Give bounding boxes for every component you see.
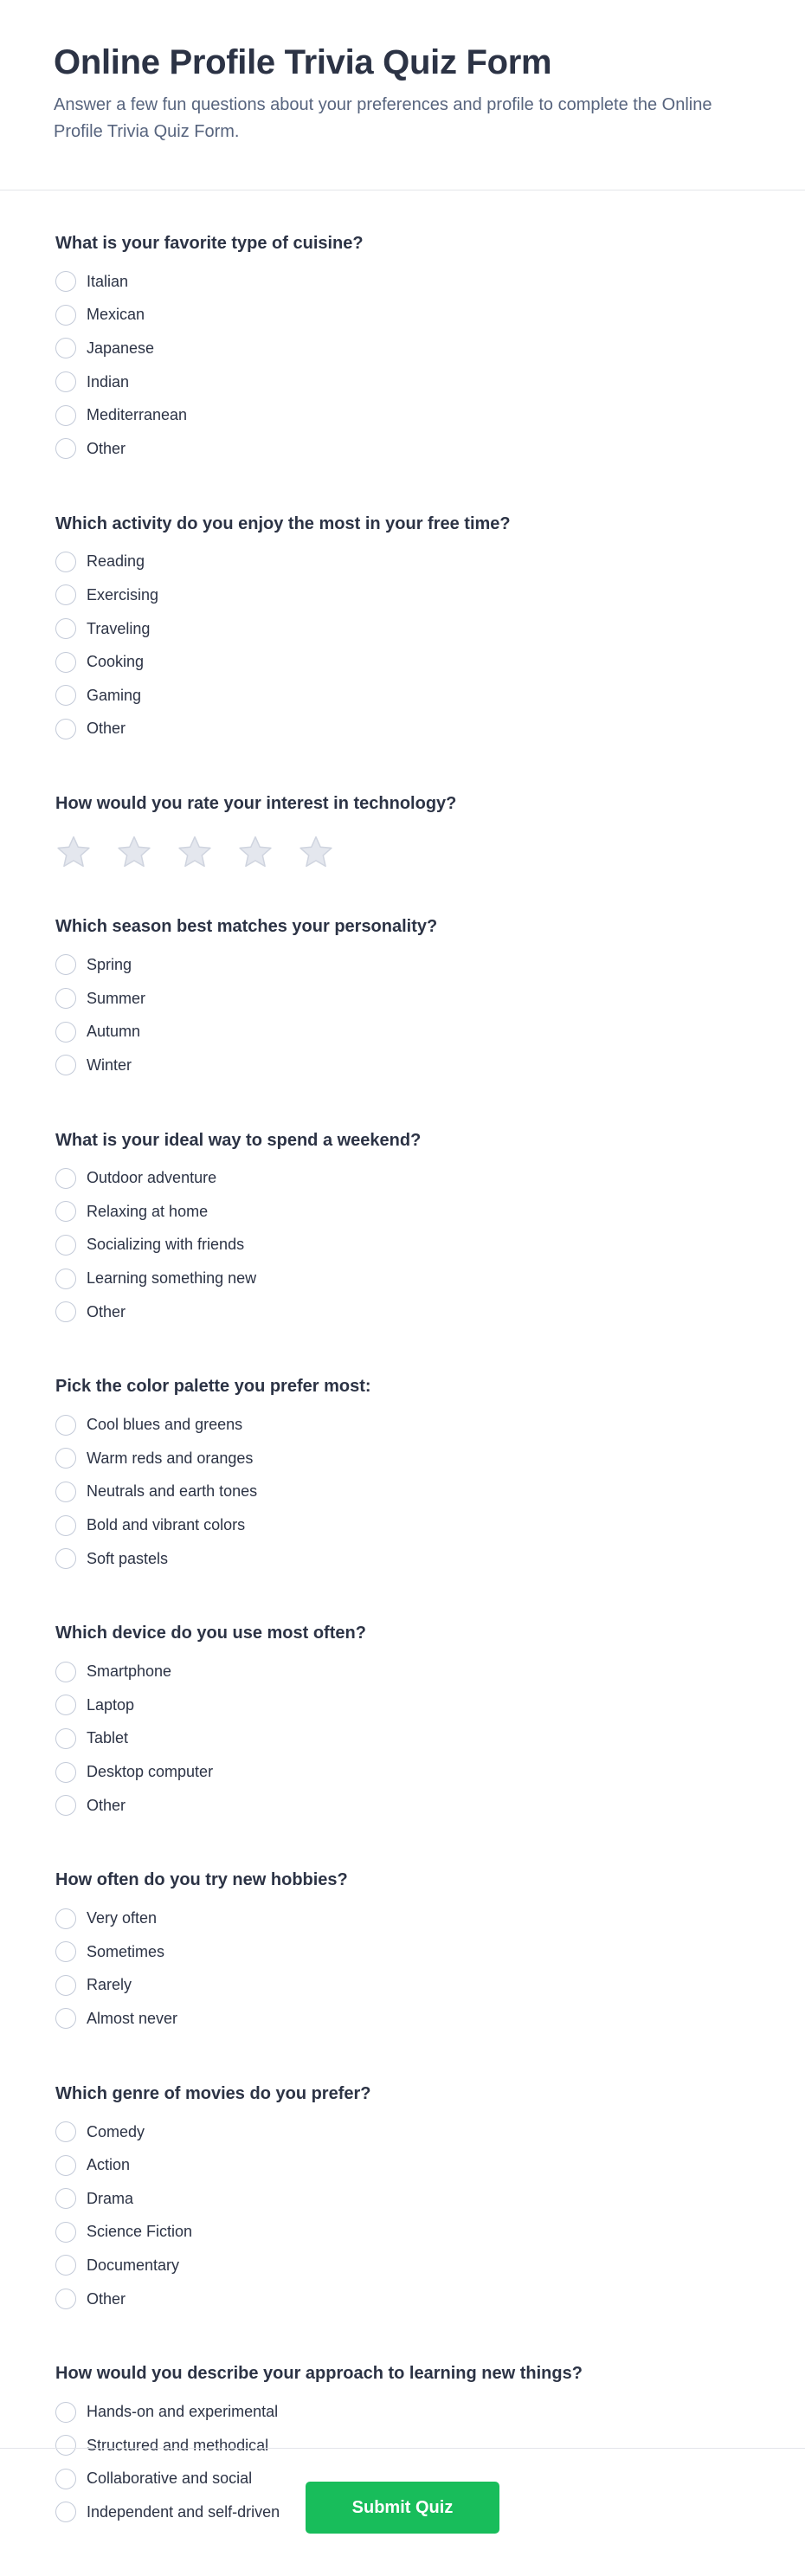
radio-option[interactable] xyxy=(55,365,750,399)
submit-button[interactable]: Submit Quiz xyxy=(306,2482,499,2534)
star-icon[interactable] xyxy=(55,834,92,870)
radio-button[interactable] xyxy=(55,1515,76,1536)
radio-option-label: Traveling xyxy=(87,619,151,637)
radio-option[interactable] xyxy=(55,2148,750,2182)
radio-option[interactable] xyxy=(55,1229,750,1262)
radio-button[interactable] xyxy=(55,2188,76,2209)
radio-option[interactable] xyxy=(55,546,750,579)
radio-option-label: Learning something new xyxy=(87,1269,257,1288)
radio-option[interactable] xyxy=(55,679,750,713)
radio-option[interactable] xyxy=(55,1901,750,1935)
radio-button[interactable] xyxy=(55,1548,76,1569)
question-label: Which device do you use most often? xyxy=(55,1624,366,1643)
radio-option[interactable] xyxy=(55,2282,750,2316)
radio-option-label: Cool blues and greens xyxy=(87,1416,243,1434)
radio-option[interactable] xyxy=(55,2216,750,2250)
radio-button[interactable] xyxy=(55,1415,76,1436)
star-icon[interactable] xyxy=(177,834,213,870)
radio-button[interactable] xyxy=(55,1762,76,1783)
radio-button[interactable] xyxy=(55,954,76,975)
radio-option-label: Rarely xyxy=(87,1976,132,1994)
radio-button[interactable] xyxy=(55,584,76,605)
radio-option-label: Tablet xyxy=(87,1729,129,1747)
radio-option[interactable] xyxy=(55,982,750,1016)
question-5 xyxy=(55,1129,750,1329)
radio-button[interactable] xyxy=(55,338,76,358)
radio-option-label: Relaxing at home xyxy=(87,1202,209,1220)
radio-option-label: Italian xyxy=(87,272,129,290)
radio-option-label: Structured and methodical xyxy=(87,2436,269,2454)
radio-option[interactable] xyxy=(55,1789,750,1823)
radio-button[interactable] xyxy=(55,1301,76,1322)
radio-button[interactable] xyxy=(55,1975,76,1996)
radio-option[interactable] xyxy=(55,713,750,746)
radio-button[interactable] xyxy=(55,2289,76,2309)
radio-option-label: Other xyxy=(87,1796,126,1814)
radio-option-label: Indian xyxy=(87,372,130,391)
radio-option-label: Other xyxy=(87,720,126,738)
radio-option-label: Independent and self-driven xyxy=(87,2502,280,2521)
radio-option[interactable] xyxy=(55,1508,750,1542)
radio-option-label: Spring xyxy=(87,955,132,973)
star-icon[interactable] xyxy=(237,834,274,870)
radio-option[interactable] xyxy=(55,2395,750,2429)
radio-button[interactable] xyxy=(55,2402,76,2423)
radio-option-label: Science Fiction xyxy=(87,2223,193,2241)
radio-option-label: Drama xyxy=(87,2189,134,2207)
radio-button[interactable] xyxy=(55,1055,76,1075)
radio-option-label: Other xyxy=(87,1302,126,1320)
radio-button[interactable] xyxy=(55,2155,76,2176)
question-label: How often do you try new hobbies? xyxy=(55,1870,348,1890)
question-4 xyxy=(55,915,750,1081)
radio-option[interactable] xyxy=(55,948,750,982)
radio-option-label: Hands-on and experimental xyxy=(87,2403,279,2421)
radio-button[interactable] xyxy=(55,2008,76,2029)
radio-button[interactable] xyxy=(55,685,76,706)
radio-option-label: Mexican xyxy=(87,306,145,324)
radio-option-label: Gaming xyxy=(87,686,142,704)
radio-button[interactable] xyxy=(55,438,76,459)
radio-option[interactable] xyxy=(55,2182,750,2216)
question-label: Which activity do you enjoy the most in your free time? xyxy=(55,513,511,533)
question-list xyxy=(0,190,805,2529)
radio-option-label: Winter xyxy=(87,1056,132,1074)
radio-option-label: Almost never xyxy=(87,2009,178,2027)
radio-option[interactable] xyxy=(55,1015,750,1049)
radio-option-label: Action xyxy=(87,2156,131,2174)
radio-button[interactable] xyxy=(55,1269,76,1289)
radio-option-label: Outdoor adventure xyxy=(87,1169,217,1187)
radio-option-label: Desktop computer xyxy=(87,1763,214,1781)
radio-button[interactable] xyxy=(55,271,76,292)
radio-option[interactable] xyxy=(55,1049,750,1082)
radio-button[interactable] xyxy=(55,1795,76,1816)
form-header xyxy=(0,0,805,190)
question-label: Pick the color palette you prefer most: xyxy=(55,1377,371,1397)
radio-option[interactable] xyxy=(55,2249,750,2282)
question-3 xyxy=(55,792,750,868)
radio-option-label: Warm reds and oranges xyxy=(87,1449,254,1467)
radio-option[interactable] xyxy=(55,1655,750,1688)
radio-option-label: Other xyxy=(87,439,126,457)
radio-button[interactable] xyxy=(55,405,76,426)
radio-option[interactable] xyxy=(55,645,750,679)
radio-option[interactable] xyxy=(55,1162,750,1196)
radio-option[interactable] xyxy=(55,1722,750,1756)
question-label: Which season best matches your personality? xyxy=(55,917,438,937)
radio-option-label: Soft pastels xyxy=(87,1549,169,1567)
radio-option[interactable] xyxy=(55,1542,750,1576)
radio-option[interactable] xyxy=(55,1475,750,1509)
radio-option-label: Sometimes xyxy=(87,1942,165,1960)
star-rating xyxy=(55,825,750,868)
radio-option[interactable] xyxy=(55,1969,750,2003)
form-title: Online Profile Trivia Quiz Form xyxy=(54,43,552,81)
radio-option[interactable] xyxy=(55,2002,750,2036)
radio-option-label: Japanese xyxy=(87,339,155,357)
form-footer xyxy=(0,2448,805,2573)
form-description: Answer a few fun questions about your preferences and profile to complete the Online Profile Trivia Quiz Form. xyxy=(54,95,712,141)
radio-option-label: Reading xyxy=(87,552,145,571)
radio-option-label: Documentary xyxy=(87,2256,180,2274)
radio-option-label: Laptop xyxy=(87,1695,135,1714)
radio-option[interactable] xyxy=(55,332,750,365)
radio-option[interactable] xyxy=(55,1755,750,1789)
radio-button[interactable] xyxy=(55,1022,76,1043)
radio-button[interactable] xyxy=(55,1235,76,1256)
radio-button[interactable] xyxy=(55,305,76,326)
radio-option-label: Summer xyxy=(87,989,146,1007)
radio-button[interactable] xyxy=(55,1695,76,1715)
question-8 xyxy=(55,1869,750,2035)
radio-button[interactable] xyxy=(55,1168,76,1189)
radio-option-label: Neutrals and earth tones xyxy=(87,1482,258,1501)
radio-option[interactable] xyxy=(55,1195,750,1229)
radio-option-label: Bold and vibrant colors xyxy=(87,1516,246,1534)
radio-option[interactable] xyxy=(55,398,750,432)
radio-button[interactable] xyxy=(55,618,76,639)
radio-option-label: Very often xyxy=(87,1909,158,1927)
radio-button[interactable] xyxy=(55,552,76,572)
question-label: What is your ideal way to spend a weekend? xyxy=(55,1130,422,1150)
radio-button[interactable] xyxy=(55,1662,76,1682)
question-6 xyxy=(55,1375,750,1575)
radio-button[interactable] xyxy=(55,1728,76,1749)
radio-option[interactable] xyxy=(55,1262,750,1295)
radio-option[interactable] xyxy=(55,1442,750,1475)
radio-button[interactable] xyxy=(55,371,76,392)
radio-option-label: Cooking xyxy=(87,653,145,671)
star-icon[interactable] xyxy=(116,834,152,870)
question-2 xyxy=(55,513,750,746)
question-7 xyxy=(55,1622,750,1822)
radio-option[interactable] xyxy=(55,1935,750,1969)
radio-option[interactable] xyxy=(55,2115,750,2149)
radio-button[interactable] xyxy=(55,1448,76,1469)
radio-option[interactable] xyxy=(55,265,750,299)
radio-option-label: Comedy xyxy=(87,2122,145,2140)
radio-button[interactable] xyxy=(55,1941,76,1962)
question-1 xyxy=(55,232,750,466)
radio-button[interactable] xyxy=(55,719,76,739)
radio-button[interactable] xyxy=(55,988,76,1009)
radio-option[interactable] xyxy=(55,1295,750,1329)
radio-button[interactable] xyxy=(55,1908,76,1929)
radio-option[interactable] xyxy=(55,612,750,646)
question-label: How would you rate your interest in technology? xyxy=(55,794,457,814)
radio-button[interactable] xyxy=(55,652,76,673)
radio-option[interactable] xyxy=(55,1688,750,1722)
radio-option-label: Socializing with friends xyxy=(87,1236,245,1254)
radio-option-label: Other xyxy=(87,2289,126,2308)
radio-option[interactable] xyxy=(55,1408,750,1442)
radio-option[interactable] xyxy=(55,299,750,332)
radio-button[interactable] xyxy=(55,1482,76,1502)
radio-option-label: Mediterranean xyxy=(87,406,188,424)
radio-option[interactable] xyxy=(55,432,750,466)
question-label: What is your favorite type of cuisine? xyxy=(55,234,364,253)
radio-button[interactable] xyxy=(55,2222,76,2243)
radio-button[interactable] xyxy=(55,2121,76,2142)
radio-option[interactable] xyxy=(55,578,750,612)
radio-button[interactable] xyxy=(55,2255,76,2276)
star-icon[interactable] xyxy=(298,834,334,870)
radio-option-label: Exercising xyxy=(87,585,159,604)
question-label: Which genre of movies do you prefer? xyxy=(55,2083,371,2103)
radio-option-label: Smartphone xyxy=(87,1662,172,1681)
radio-option-label: Autumn xyxy=(87,1023,141,1041)
radio-option-label: Collaborative and social xyxy=(87,2469,253,2488)
question-9 xyxy=(55,2082,750,2316)
radio-button[interactable] xyxy=(55,1201,76,1222)
question-label: How would you describe your approach to learning new things? xyxy=(55,2364,583,2384)
